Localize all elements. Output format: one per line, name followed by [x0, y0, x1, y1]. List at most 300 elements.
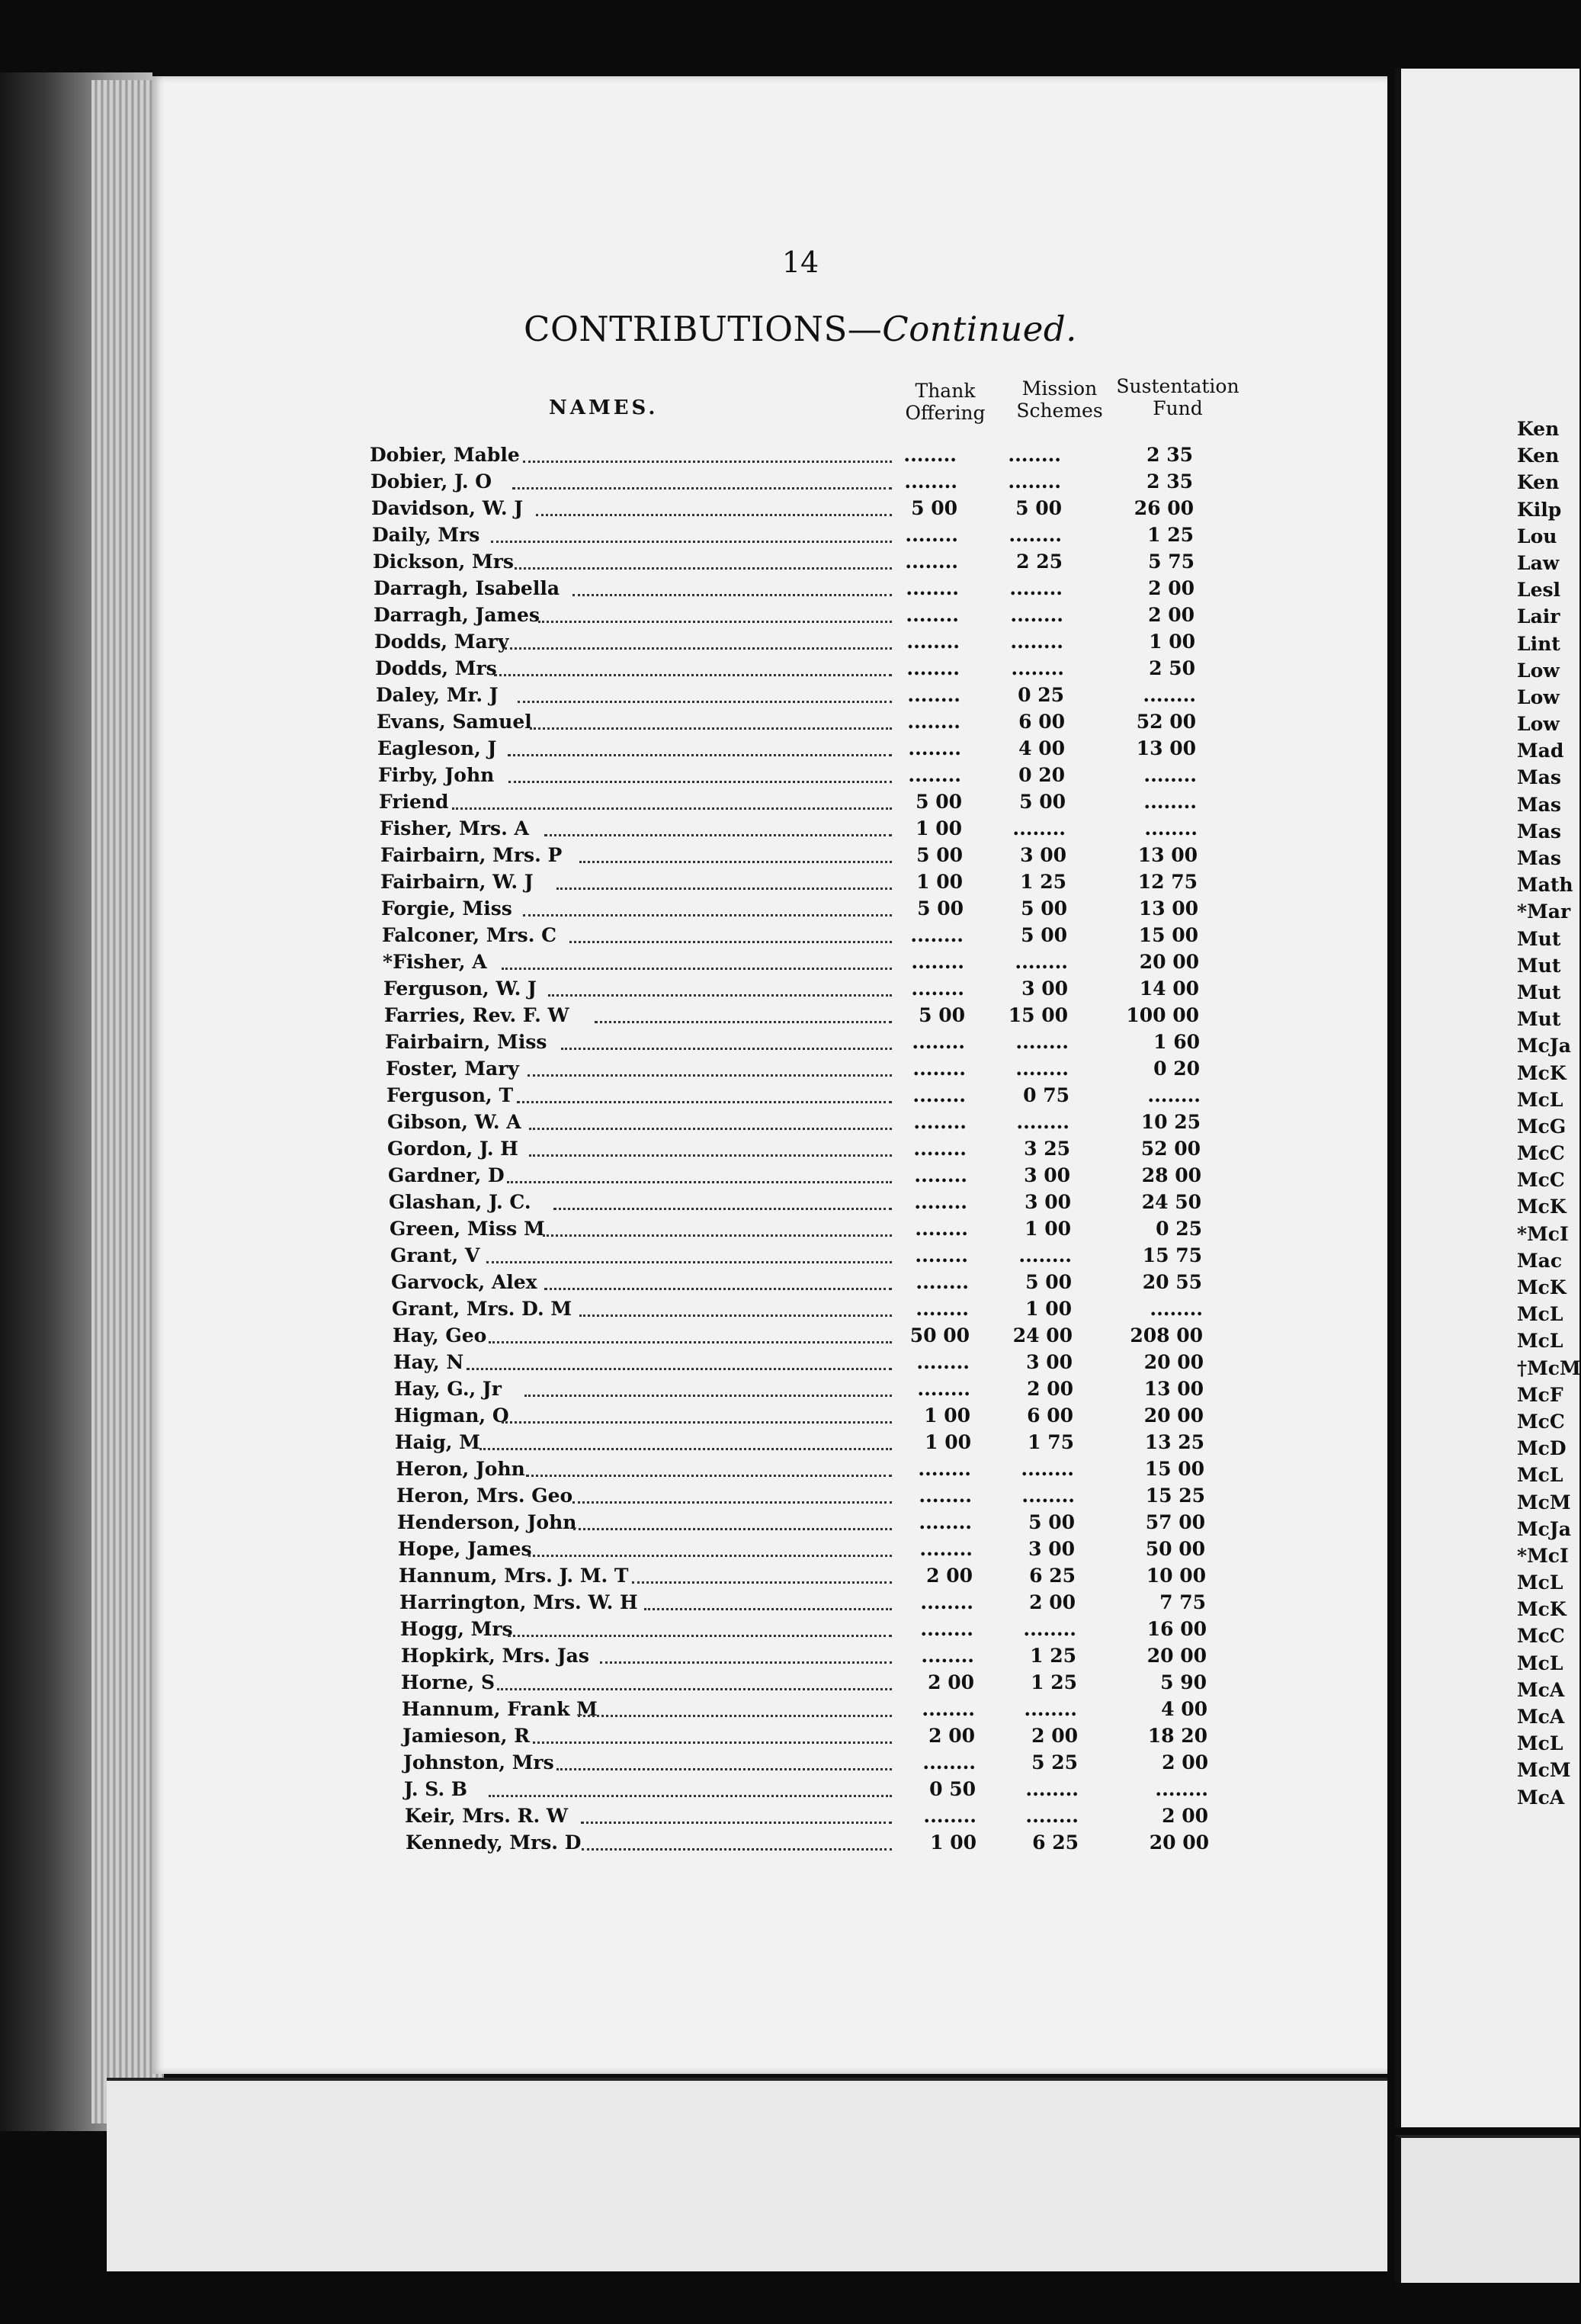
thank-offering-amount: ........ — [903, 444, 957, 466]
right-page-name: Ken — [1517, 418, 1560, 440]
names-column-header: NAMES. — [549, 396, 659, 419]
thank-offering-amount: ........ — [922, 1751, 976, 1773]
dot-leader — [508, 754, 892, 756]
table-row — [0, 1431, 1573, 1458]
sustentation-fund-amount: 2 00 — [1162, 1805, 1208, 1827]
table-row — [0, 1671, 1573, 1698]
mission-schemes-amount: 2 00 — [1031, 1725, 1078, 1747]
sustentation-fund-amount: ........ — [1155, 1778, 1208, 1800]
dot-leader — [579, 861, 892, 863]
dot-leader — [508, 1635, 892, 1637]
table-row — [0, 1058, 1573, 1084]
mission-schemes-amount: 1 25 — [1020, 871, 1066, 893]
table-row — [0, 1164, 1573, 1191]
sustentation-fund-amount: 26 00 — [1134, 497, 1194, 519]
sustentation-fund-amount: 10 00 — [1146, 1565, 1206, 1587]
sustentation-fund-amount: 52 00 — [1136, 711, 1196, 733]
mission-schemes-amount: ........ — [1023, 1618, 1076, 1640]
dot-leader — [508, 781, 892, 783]
mission-schemes-amount: 15 00 — [1008, 1004, 1068, 1026]
dot-leader — [533, 1741, 892, 1744]
thank-offering-amount: 1 00 — [924, 1404, 970, 1427]
thank-offering-header-line1: Thank — [915, 380, 976, 402]
dot-leader — [529, 1154, 892, 1157]
contributor-name: Henderson, John — [397, 1511, 577, 1533]
mission-schemes-amount: 6 00 — [1027, 1404, 1073, 1427]
sustentation-fund-amount: 50 00 — [1145, 1538, 1205, 1560]
dot-leader — [489, 1795, 892, 1797]
thank-offering-amount: 2 00 — [928, 1671, 974, 1693]
mission-schemes-amount: ........ — [1025, 1778, 1079, 1800]
right-page-name: *McI — [1517, 1544, 1569, 1567]
contributor-name: Johnston, Mrs — [403, 1751, 554, 1773]
mission-schemes-amount: 1 00 — [1025, 1298, 1072, 1320]
dot-leader — [502, 968, 892, 970]
contributor-name: Ferguson, T — [386, 1084, 514, 1106]
right-page-name: McK — [1517, 1196, 1567, 1218]
dot-leader — [644, 1608, 892, 1610]
thank-offering-amount: 1 00 — [925, 1431, 971, 1453]
mission-schemes-amount: ........ — [1025, 1805, 1079, 1827]
sustentation-fund-amount: 2 00 — [1148, 577, 1195, 599]
table-row — [0, 1111, 1573, 1138]
table-row — [0, 1298, 1573, 1324]
dot-leader — [572, 1501, 892, 1504]
right-page-name: Low — [1517, 685, 1560, 708]
thank-offering-amount: ........ — [922, 1698, 975, 1720]
contributor-name: Green, Miss M — [390, 1218, 545, 1240]
mission-schemes-amount: ........ — [1010, 631, 1063, 653]
thank-offering-amount: ........ — [910, 924, 964, 946]
right-page-name: McA — [1517, 1678, 1565, 1701]
right-page-name: McL — [1517, 1303, 1563, 1326]
sustentation-fund-amount: 0 25 — [1156, 1218, 1202, 1240]
thank-offering-amount: ........ — [917, 1378, 970, 1400]
contributor-name: Fairbairn, Miss — [385, 1031, 547, 1053]
sustentation-fund-amount: 1 25 — [1147, 524, 1194, 546]
sustentation-fund-amount: 15 25 — [1145, 1485, 1205, 1507]
sustentation-fund-amount: 208 00 — [1130, 1324, 1203, 1347]
contributor-name: Fairbairn, Mrs. P — [380, 844, 563, 866]
table-row — [0, 1084, 1573, 1111]
mission-schemes-header-line1: Mission — [1021, 377, 1098, 400]
dot-leader — [556, 1768, 892, 1770]
dot-leader — [632, 1581, 892, 1584]
dot-leader — [494, 674, 892, 676]
title-continued: Continued. — [882, 309, 1077, 349]
mission-schemes-amount: 6 25 — [1029, 1565, 1076, 1587]
thank-offering-amount: 2 00 — [926, 1565, 973, 1587]
contributor-name: Hannum, Frank M — [402, 1698, 598, 1720]
contributor-name: Hay, N — [393, 1351, 464, 1373]
table-row — [0, 817, 1573, 844]
right-page-name: McC — [1517, 1625, 1565, 1648]
thank-offering-amount: ........ — [906, 657, 960, 679]
contributor-name: Hay, Geo — [393, 1324, 487, 1347]
dot-leader — [523, 914, 892, 916]
dot-leader — [572, 594, 892, 596]
table-row — [0, 444, 1573, 470]
table-row — [0, 1511, 1573, 1538]
mission-schemes-amount: 5 00 — [1015, 497, 1062, 519]
page-underlay — [107, 2078, 1387, 2271]
contributor-name: Foster, Mary — [386, 1058, 519, 1080]
table-row — [0, 791, 1573, 817]
thank-offering-amount: 5 00 — [917, 897, 964, 920]
right-page-name: Mut — [1517, 1008, 1561, 1031]
thank-offering-amount: ........ — [912, 1084, 966, 1106]
dot-leader — [505, 647, 892, 650]
dot-leader — [561, 1048, 892, 1050]
contributor-name: Evans, Samuel — [377, 711, 532, 733]
right-page-name: Lair — [1517, 605, 1560, 628]
table-row — [0, 1778, 1573, 1805]
dot-leader — [507, 1181, 892, 1183]
dot-leader — [528, 1555, 892, 1557]
thank-offering-header-line2: Offering — [905, 402, 986, 424]
right-page-name: Mac — [1517, 1249, 1563, 1272]
mission-schemes-amount: 3 00 — [1028, 1538, 1075, 1560]
mission-schemes-amount: 24 00 — [1012, 1324, 1073, 1347]
sustentation-fund-amount: 57 00 — [1145, 1511, 1205, 1533]
mission-schemes-amount: 3 00 — [1026, 1351, 1073, 1373]
table-row — [0, 1591, 1573, 1618]
right-page-name: Ken — [1517, 445, 1560, 467]
right-page-name: Mas — [1517, 847, 1561, 869]
sustentation-fund-amount: 13 25 — [1144, 1431, 1204, 1453]
right-page-name: Kilp — [1517, 498, 1562, 521]
mission-schemes-amount: 2 25 — [1016, 551, 1063, 573]
sustentation-fund-amount: 16 00 — [1146, 1618, 1207, 1640]
contributor-name: Gardner, D — [388, 1164, 505, 1186]
contributor-name: Heron, Mrs. Geo — [396, 1485, 573, 1507]
mission-schemes-amount: ........ — [1009, 577, 1063, 599]
right-page-name: McA — [1517, 1786, 1565, 1809]
dot-leader — [512, 487, 892, 490]
mission-schemes-amount: ........ — [1024, 1698, 1077, 1720]
table-row — [0, 1565, 1573, 1591]
table-row — [0, 711, 1573, 737]
thank-offering-amount: ........ — [911, 951, 964, 973]
contributions-table — [0, 444, 1573, 1858]
sustentation-fund-amount: 2 50 — [1149, 657, 1195, 679]
sustentation-fund-amount: ........ — [1143, 684, 1196, 706]
contributor-name: Harrington, Mrs. W. H — [399, 1591, 638, 1613]
mission-schemes-amount: ........ — [1018, 1244, 1072, 1266]
mission-schemes-amount: ........ — [1021, 1485, 1075, 1507]
table-row — [0, 1485, 1573, 1511]
sustentation-fund-amount: ........ — [1144, 817, 1198, 839]
thank-offering-amount: ........ — [920, 1618, 973, 1640]
thank-offering-amount: ........ — [919, 1485, 972, 1507]
contributor-name: Falconer, Mrs. C — [382, 924, 557, 946]
table-row — [0, 1404, 1573, 1431]
table-row — [0, 497, 1573, 524]
contributor-name: Daley, Mr. J — [376, 684, 499, 706]
contributor-name: Darragh, James — [374, 604, 540, 626]
dot-leader — [543, 1234, 892, 1237]
contributor-name: Dobier, J. O — [370, 470, 492, 493]
thank-offering-amount: ........ — [905, 551, 958, 573]
sustentation-fund-amount: 14 00 — [1139, 977, 1199, 1000]
contributor-name: Jamieson, R — [402, 1725, 530, 1747]
contributor-name: Daily, Mrs — [372, 524, 480, 546]
right-page-name: Mas — [1517, 766, 1561, 789]
thank-offering-amount: ........ — [920, 1591, 973, 1613]
right-page-name: McK — [1517, 1276, 1567, 1298]
sustentation-fund-amount: 15 75 — [1142, 1244, 1202, 1266]
dot-leader — [524, 1395, 892, 1397]
sustentation-fund-amount: 2 00 — [1162, 1751, 1208, 1773]
contributor-name: Higman, O — [394, 1404, 509, 1427]
dot-leader — [544, 834, 892, 836]
table-row — [0, 924, 1573, 951]
table-row — [0, 1351, 1573, 1378]
sustentation-fund-amount: 18 20 — [1147, 1725, 1207, 1747]
table-row — [0, 1218, 1573, 1244]
thank-offering-amount: 0 50 — [929, 1778, 976, 1800]
sustentation-fund-amount: 1 60 — [1153, 1031, 1200, 1053]
mission-schemes-amount: 3 00 — [1024, 1164, 1070, 1186]
sustentation-fund-amount: 2 35 — [1146, 470, 1193, 493]
table-row — [0, 1191, 1573, 1218]
table-row — [0, 844, 1573, 871]
sustentation-fund-amount: 2 35 — [1146, 444, 1193, 466]
sustentation-fund-amount: 20 00 — [1146, 1645, 1207, 1667]
sustentation-fund-amount: 0 20 — [1153, 1058, 1200, 1080]
right-page-name: Mut — [1517, 927, 1561, 950]
thank-offering-amount: ........ — [915, 1218, 968, 1240]
dot-leader — [530, 727, 892, 730]
mission-schemes-amount: 5 00 — [1028, 1511, 1075, 1533]
dot-leader — [579, 1314, 892, 1317]
dot-leader — [452, 807, 892, 810]
thank-offering-amount: ........ — [907, 684, 960, 706]
thank-offering-amount: ........ — [918, 1458, 971, 1480]
table-row — [0, 1324, 1573, 1351]
mission-schemes-amount: 5 00 — [1021, 924, 1067, 946]
contributor-name: J. S. B — [404, 1778, 467, 1800]
contributor-name: Eagleson, J — [377, 737, 497, 759]
mission-schemes-header-line2: Schemes — [1016, 400, 1103, 422]
mission-schemes-amount: ........ — [1015, 1058, 1069, 1080]
contributor-name: Grant, Mrs. D. M — [392, 1298, 572, 1320]
table-row — [0, 1378, 1573, 1404]
contributor-name: Glashan, J. C. — [389, 1191, 531, 1213]
contributor-name: Dodds, Mrs — [375, 657, 497, 679]
sustentation-fund-amount: 20 55 — [1142, 1271, 1202, 1293]
dot-leader — [515, 567, 892, 570]
dot-leader — [556, 888, 892, 890]
right-page-name: Mas — [1517, 820, 1561, 843]
thank-offering-amount: ........ — [904, 470, 957, 493]
right-page-name: McJa — [1517, 1517, 1571, 1540]
right-page-name: McL — [1517, 1652, 1563, 1674]
right-page-name-fragments — [1517, 418, 1581, 1813]
thank-offering-amount: ........ — [921, 1645, 974, 1667]
sustentation-fund-amount: 2 00 — [1148, 604, 1195, 626]
thank-offering-amount: ........ — [919, 1511, 972, 1533]
thank-offering-amount: ........ — [912, 1031, 965, 1053]
sustentation-fund-amount: 20 00 — [1143, 1351, 1204, 1373]
mission-schemes-amount: 1 00 — [1025, 1218, 1071, 1240]
right-page-name: Law — [1517, 551, 1560, 574]
thank-offering-amount: ........ — [919, 1538, 973, 1560]
right-page-name: McL — [1517, 1732, 1563, 1755]
sustentation-fund-amount: 5 75 — [1148, 551, 1195, 573]
sustentation-fund-amount: 1 00 — [1149, 631, 1195, 653]
table-row — [0, 631, 1573, 657]
mission-schemes-amount: 0 25 — [1018, 684, 1064, 706]
thank-offering-amount: ........ — [906, 604, 959, 626]
right-page-name: Mut — [1517, 954, 1561, 977]
title-main: CONTRIBUTIONS— — [524, 309, 883, 349]
dot-leader — [544, 1288, 892, 1290]
thank-offering-amount: 5 00 — [911, 497, 957, 519]
right-page-name: Low — [1517, 713, 1560, 736]
dot-leader — [523, 461, 892, 463]
sustentation-fund-amount: 15 00 — [1138, 924, 1198, 946]
thank-offering-amount: 1 00 — [930, 1831, 976, 1854]
table-row — [0, 1618, 1573, 1645]
thank-offering-amount: ........ — [915, 1244, 968, 1266]
table-row — [0, 1244, 1573, 1271]
mission-schemes-amount: ........ — [1008, 444, 1061, 466]
mission-schemes-amount: 6 00 — [1018, 711, 1065, 733]
thank-offering-amount: ........ — [914, 1164, 967, 1186]
right-page-name: McL — [1517, 1088, 1563, 1111]
mission-schemes-amount: ........ — [1015, 1031, 1069, 1053]
contributor-name: Grant, V — [390, 1244, 480, 1266]
table-row — [0, 577, 1573, 604]
right-page-name: McA — [1517, 1706, 1565, 1728]
right-page-name: †McM — [1517, 1356, 1581, 1379]
mission-schemes-amount: 0 75 — [1023, 1084, 1070, 1106]
table-row — [0, 977, 1573, 1004]
thank-offering-amount: ........ — [907, 711, 960, 733]
mission-schemes-amount: ........ — [1021, 1458, 1074, 1480]
dot-leader — [528, 1074, 892, 1077]
right-page-name: McM — [1517, 1759, 1571, 1782]
right-page-name: Math — [1517, 874, 1573, 897]
table-row — [0, 604, 1573, 631]
right-page-name: Mad — [1517, 740, 1564, 762]
dot-leader — [491, 541, 892, 543]
thank-offering-amount: ........ — [913, 1111, 967, 1133]
dot-leader — [536, 514, 892, 516]
contributor-name: Haig, M — [395, 1431, 480, 1453]
contributor-name: Hay, G., Jr — [394, 1378, 502, 1400]
right-page-name: McC — [1517, 1142, 1565, 1165]
mission-schemes-amount: 5 00 — [1019, 791, 1066, 813]
thank-offering-amount: ........ — [906, 631, 960, 653]
mission-schemes-amount: 2 00 — [1029, 1591, 1076, 1613]
right-page-name: Lint — [1517, 632, 1560, 655]
mission-schemes-amount: 6 25 — [1032, 1831, 1079, 1854]
page-title — [457, 309, 1143, 349]
mission-schemes-amount: 1 25 — [1031, 1671, 1077, 1693]
thank-offering-amount: ........ — [923, 1805, 976, 1827]
sustentation-fund-amount: 15 00 — [1144, 1458, 1204, 1480]
thank-offering-amount: ........ — [911, 977, 964, 1000]
thank-offering-amount: ........ — [908, 764, 961, 786]
sustentation-fund-amount: 13 00 — [1138, 897, 1198, 920]
thank-offering-amount: ........ — [908, 737, 961, 759]
thank-offering-amount: ........ — [913, 1138, 967, 1160]
thank-offering-amount: 5 00 — [916, 844, 963, 866]
mission-schemes-amount: ........ — [1010, 604, 1063, 626]
dot-leader — [582, 1848, 892, 1851]
right-page-name: McL — [1517, 1464, 1563, 1487]
right-page-name: McL — [1517, 1330, 1563, 1353]
table-row — [0, 897, 1573, 924]
table-row — [0, 1805, 1573, 1831]
contributor-name: Hope, James — [398, 1538, 532, 1560]
mission-schemes-amount: ........ — [1008, 470, 1061, 493]
thank-offering-amount: ........ — [916, 1271, 969, 1293]
sustentation-fund-amount: ........ — [1150, 1298, 1203, 1320]
sustentation-fund-header — [1109, 375, 1246, 419]
dot-leader — [581, 1822, 892, 1824]
mission-schemes-amount: 3 25 — [1024, 1138, 1070, 1160]
sustentation-fund-amount: 7 75 — [1159, 1591, 1206, 1613]
thank-offering-amount: 1 00 — [916, 817, 962, 839]
table-row — [0, 1698, 1573, 1725]
table-row — [0, 684, 1573, 711]
dot-leader — [548, 994, 892, 997]
table-row — [0, 1271, 1573, 1298]
thank-offering-amount: ........ — [914, 1191, 967, 1213]
sustentation-fund-header-line2: Fund — [1153, 397, 1203, 419]
sustentation-fund-amount: 13 00 — [1137, 844, 1198, 866]
sustentation-fund-amount: 52 00 — [1140, 1138, 1201, 1160]
sustentation-fund-amount: 24 50 — [1141, 1191, 1201, 1213]
contributor-name: Farries, Rev. F. W — [384, 1004, 569, 1026]
contributor-name: Forgie, Miss — [381, 897, 512, 920]
sustentation-fund-amount: 5 90 — [1160, 1671, 1207, 1693]
sustentation-fund-amount: 13 00 — [1136, 737, 1196, 759]
sustentation-fund-amount: 20 00 — [1143, 1404, 1204, 1427]
sustentation-fund-header-line1: Sustentation — [1116, 375, 1239, 397]
table-row — [0, 1751, 1573, 1778]
dot-leader — [553, 1208, 892, 1210]
table-row — [0, 951, 1573, 977]
thank-offering-amount: ........ — [916, 1298, 969, 1320]
table-row — [0, 1138, 1573, 1164]
thank-offering-amount: 50 00 — [909, 1324, 970, 1347]
contributor-name: Hogg, Mrs — [400, 1618, 513, 1640]
dot-leader — [573, 1528, 892, 1530]
mission-schemes-amount: 2 00 — [1027, 1378, 1073, 1400]
mission-schemes-amount: 3 00 — [1020, 844, 1066, 866]
thank-offering-amount: ........ — [905, 524, 958, 546]
table-row — [0, 524, 1573, 551]
page-number: 14 — [781, 246, 819, 279]
mission-schemes-amount: ........ — [1011, 657, 1064, 679]
contributor-name: Hannum, Mrs. J. M. T — [399, 1565, 629, 1587]
sustentation-fund-amount: 20 00 — [1149, 1831, 1209, 1854]
table-row — [0, 551, 1573, 577]
table-row — [0, 764, 1573, 791]
dot-leader — [538, 621, 892, 623]
dot-leader — [529, 1128, 892, 1130]
right-page-name: McC — [1517, 1410, 1565, 1433]
thank-offering-amount: ........ — [916, 1351, 970, 1373]
contributor-name: Fisher, Mrs. A — [380, 817, 529, 839]
table-row — [0, 737, 1573, 764]
right-page-name: Mut — [1517, 981, 1561, 1003]
contributor-name: Dickson, Mrs — [373, 551, 514, 573]
